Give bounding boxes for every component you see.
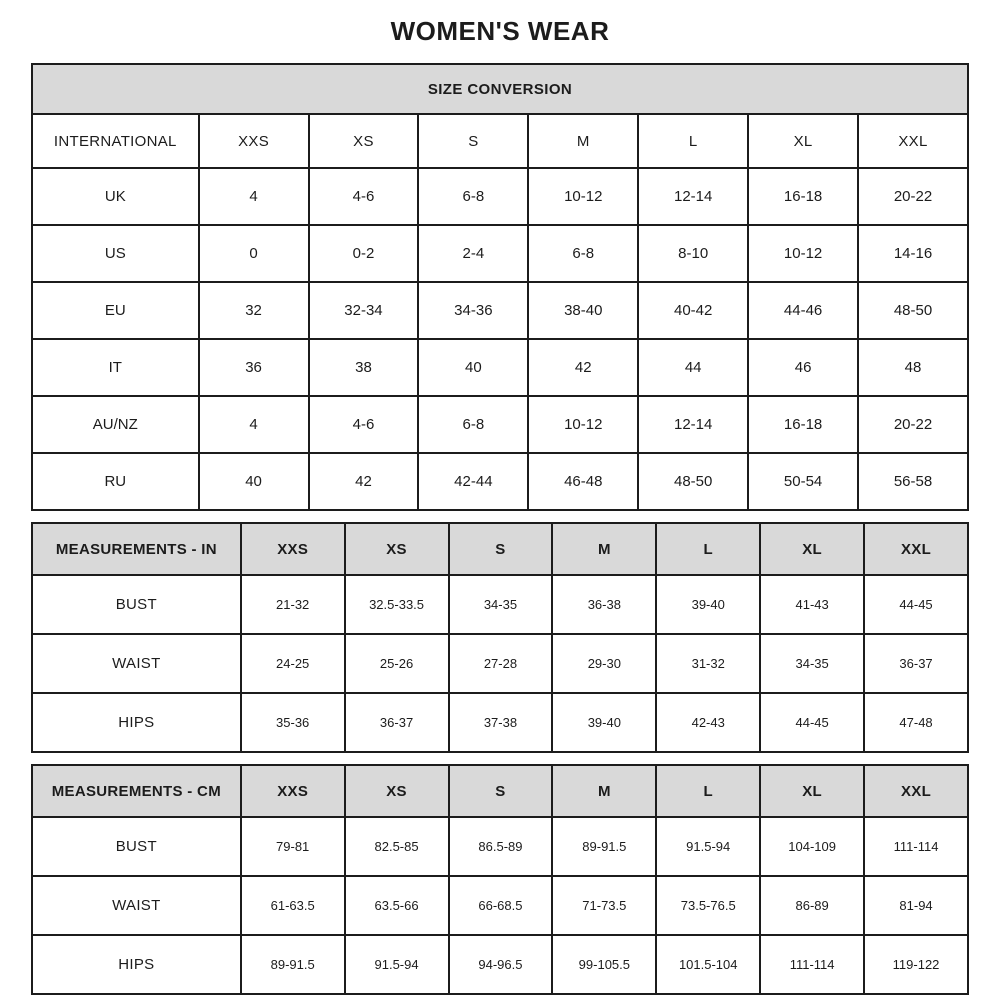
data-cell: 29-30 xyxy=(552,634,656,693)
column-header: S xyxy=(418,114,528,168)
column-header: XL xyxy=(748,114,858,168)
column-header: M xyxy=(528,114,638,168)
table-row xyxy=(32,876,968,935)
column-header-row xyxy=(32,765,968,817)
data-cell: 40-42 xyxy=(638,282,748,339)
data-cell: 31-32 xyxy=(656,634,760,693)
data-cell: 56-58 xyxy=(858,453,968,510)
data-cell: 25-26 xyxy=(345,634,449,693)
data-cell: 0 xyxy=(199,225,309,282)
row-label: HIPS xyxy=(32,935,241,994)
column-header: XXS xyxy=(199,114,309,168)
data-cell: 12-14 xyxy=(638,396,748,453)
data-cell: 89-91.5 xyxy=(552,817,656,876)
data-cell: 16-18 xyxy=(748,168,858,225)
data-cell: 79-81 xyxy=(241,817,345,876)
column-header: XXL xyxy=(864,765,968,817)
data-cell: 99-105.5 xyxy=(552,935,656,994)
data-cell: 14-16 xyxy=(858,225,968,282)
data-cell: 46 xyxy=(748,339,858,396)
table-row xyxy=(32,168,968,225)
column-header: L xyxy=(656,765,760,817)
data-cell: 10-12 xyxy=(528,396,638,453)
data-cell: 119-122 xyxy=(864,935,968,994)
table-row xyxy=(32,339,968,396)
data-cell: 48-50 xyxy=(638,453,748,510)
data-cell: 40 xyxy=(199,453,309,510)
row-label: BUST xyxy=(32,817,241,876)
column-header: L xyxy=(638,114,748,168)
data-cell: 40 xyxy=(418,339,528,396)
row-label: HIPS xyxy=(32,693,241,752)
data-cell: 20-22 xyxy=(858,396,968,453)
data-cell: 86.5-89 xyxy=(449,817,553,876)
data-cell: 111-114 xyxy=(760,935,864,994)
page-title: WOMEN'S WEAR xyxy=(390,16,610,46)
data-cell: 6-8 xyxy=(418,396,528,453)
data-cell: 21-32 xyxy=(241,575,345,634)
table-row xyxy=(32,575,968,634)
data-cell: 36-37 xyxy=(345,693,449,752)
column-header: XS xyxy=(309,114,419,168)
data-cell: 34-35 xyxy=(449,575,553,634)
table-row xyxy=(32,634,968,693)
table-row xyxy=(32,225,968,282)
table-row xyxy=(32,817,968,876)
column-header: XXL xyxy=(858,114,968,168)
data-cell: 41-43 xyxy=(760,575,864,634)
data-cell: 27-28 xyxy=(449,634,553,693)
row-label: IT xyxy=(32,339,199,396)
column-header: S xyxy=(449,523,553,575)
data-cell: 91.5-94 xyxy=(656,817,760,876)
data-cell: 32 xyxy=(199,282,309,339)
data-cell: 20-22 xyxy=(858,168,968,225)
data-cell: 8-10 xyxy=(638,225,748,282)
data-cell: 39-40 xyxy=(552,693,656,752)
data-cell: 4-6 xyxy=(309,396,419,453)
data-cell: 2-4 xyxy=(418,225,528,282)
data-cell: 48-50 xyxy=(858,282,968,339)
data-cell: 44-45 xyxy=(864,575,968,634)
data-cell: 44-46 xyxy=(748,282,858,339)
row-label: EU xyxy=(32,282,199,339)
measurements-in-table xyxy=(31,522,969,753)
data-cell: 42 xyxy=(309,453,419,510)
column-header: XS xyxy=(345,765,449,817)
column-header: INTERNATIONAL xyxy=(32,114,199,168)
data-cell: 66-68.5 xyxy=(449,876,553,935)
column-header: XXS xyxy=(241,765,345,817)
data-cell: 32.5-33.5 xyxy=(345,575,449,634)
column-header: XS xyxy=(345,523,449,575)
data-cell: 4 xyxy=(199,396,309,453)
column-header: XXL xyxy=(864,523,968,575)
data-cell: 111-114 xyxy=(864,817,968,876)
table-row xyxy=(32,693,968,752)
data-cell: 104-109 xyxy=(760,817,864,876)
column-header: S xyxy=(449,765,553,817)
data-cell: 34-35 xyxy=(760,634,864,693)
size-conversion-table xyxy=(31,63,969,511)
data-cell: 10-12 xyxy=(528,168,638,225)
row-label: RU xyxy=(32,453,199,510)
data-cell: 73.5-76.5 xyxy=(656,876,760,935)
table-caption-row xyxy=(32,64,968,114)
data-cell: 81-94 xyxy=(864,876,968,935)
data-cell: 6-8 xyxy=(528,225,638,282)
data-cell: 48 xyxy=(858,339,968,396)
data-cell: 36-38 xyxy=(552,575,656,634)
row-label: AU/NZ xyxy=(32,396,199,453)
column-header: M xyxy=(552,765,656,817)
data-cell: 16-18 xyxy=(748,396,858,453)
data-cell: 35-36 xyxy=(241,693,345,752)
data-cell: 36 xyxy=(199,339,309,396)
data-cell: 46-48 xyxy=(528,453,638,510)
data-cell: 42-44 xyxy=(418,453,528,510)
table-row xyxy=(32,453,968,510)
table-title-cell: MEASUREMENTS - CM xyxy=(32,765,241,817)
data-cell: 38-40 xyxy=(528,282,638,339)
column-header: XXS xyxy=(241,523,345,575)
data-cell: 101.5-104 xyxy=(656,935,760,994)
column-header: XL xyxy=(760,765,864,817)
data-cell: 4-6 xyxy=(309,168,419,225)
data-cell: 24-25 xyxy=(241,634,345,693)
data-cell: 82.5-85 xyxy=(345,817,449,876)
data-cell: 38 xyxy=(309,339,419,396)
column-header-row xyxy=(32,114,968,168)
data-cell: 44 xyxy=(638,339,748,396)
column-header: XL xyxy=(760,523,864,575)
data-cell: 37-38 xyxy=(449,693,553,752)
column-header: M xyxy=(552,523,656,575)
table-row xyxy=(32,396,968,453)
data-cell: 44-45 xyxy=(760,693,864,752)
column-header: L xyxy=(656,523,760,575)
data-cell: 10-12 xyxy=(748,225,858,282)
row-label: WAIST xyxy=(32,634,241,693)
table-title-cell: MEASUREMENTS - IN xyxy=(32,523,241,575)
data-cell: 36-37 xyxy=(864,634,968,693)
data-cell: 50-54 xyxy=(748,453,858,510)
data-cell: 32-34 xyxy=(309,282,419,339)
measurements-cm-table xyxy=(31,764,969,995)
data-cell: 61-63.5 xyxy=(241,876,345,935)
data-cell: 86-89 xyxy=(760,876,864,935)
column-header-row xyxy=(32,523,968,575)
data-cell: 0-2 xyxy=(309,225,419,282)
data-cell: 42 xyxy=(528,339,638,396)
row-label: US xyxy=(32,225,199,282)
data-cell: 63.5-66 xyxy=(345,876,449,935)
data-cell: 47-48 xyxy=(864,693,968,752)
row-label: WAIST xyxy=(32,876,241,935)
table-row xyxy=(32,282,968,339)
table-row xyxy=(32,935,968,994)
data-cell: 42-43 xyxy=(656,693,760,752)
size-conversion-title: SIZE CONVERSION xyxy=(32,64,968,114)
data-cell: 4 xyxy=(199,168,309,225)
data-cell: 6-8 xyxy=(418,168,528,225)
data-cell: 89-91.5 xyxy=(241,935,345,994)
row-label: BUST xyxy=(32,575,241,634)
data-cell: 34-36 xyxy=(418,282,528,339)
data-cell: 91.5-94 xyxy=(345,935,449,994)
data-cell: 94-96.5 xyxy=(449,935,553,994)
data-cell: 12-14 xyxy=(638,168,748,225)
data-cell: 39-40 xyxy=(656,575,760,634)
data-cell: 71-73.5 xyxy=(552,876,656,935)
row-label: UK xyxy=(32,168,199,225)
